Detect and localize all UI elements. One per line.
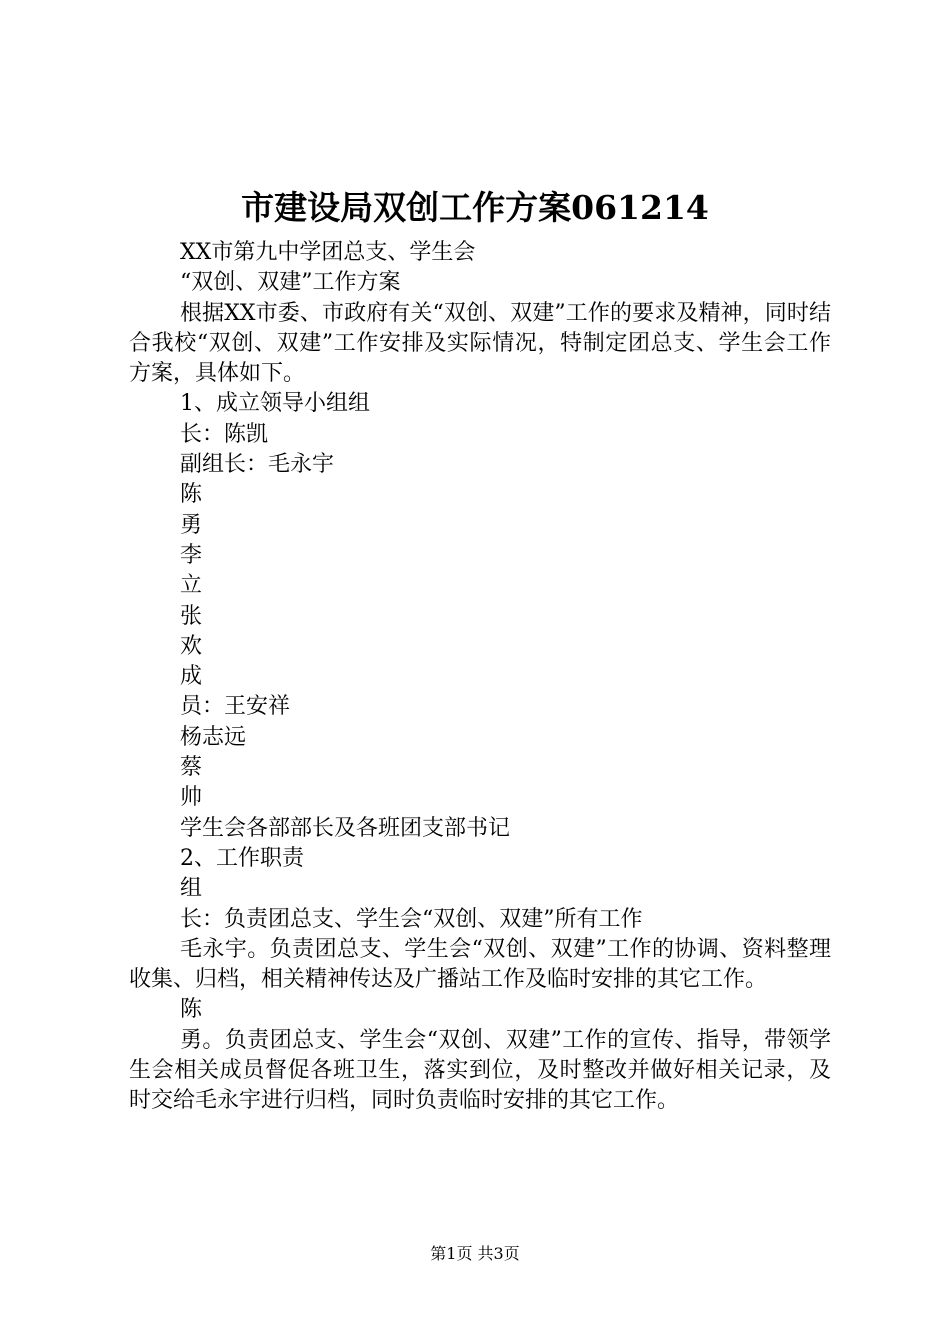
paragraph: 李 [180, 542, 203, 568]
paragraph: 学生会各部部长及各班团支部书记 [180, 815, 511, 841]
page-footer: 第1页 共3页 [430, 1244, 520, 1263]
paragraph: 长：陈凯 [180, 421, 269, 447]
paragraph: 副组长：毛永宇 [180, 452, 335, 478]
document-title: 市建设局双创工作方案061214 [241, 188, 709, 227]
paragraph: 勇 [180, 512, 203, 538]
paragraph: 欢 [180, 633, 203, 659]
paragraph: 1、成立领导小组组 [180, 391, 370, 417]
paragraph: 根据XX市委、市政府有关“双创、双建”工作的要求及精神，同时结合我校“双创、双建”工作安排及实际情况，特制定团总支、学生会工作方案，具体如下。 [129, 300, 831, 387]
paragraph: 张 [180, 603, 203, 629]
paragraph: 2、工作职责 [180, 845, 304, 871]
document-body [129, 238, 831, 1117]
paragraph: 毛永宇。负责团总支、学生会“双创、双建”工作的协调、资料整理收集、归档，相关精神传达及广播站工作及临时安排的其它工作。 [129, 936, 831, 993]
paragraph: 杨志远 [180, 724, 247, 750]
paragraph: 帅 [180, 785, 203, 811]
paragraph: 勇。负责团总支、学生会“双创、双建”工作的宣传、指导，带领学生会相关成员督促各班卫生，落实到位，及时整改并做好相关记录，及时交给毛永宇进行归档，同时负责临时安排的其它工作。 [129, 1027, 831, 1114]
paragraph: 蔡 [180, 755, 203, 781]
paragraph: XX市第九中学团总支、学生会 [180, 240, 476, 265]
paragraph: 陈 [180, 482, 203, 508]
paragraph: 组 [180, 876, 203, 902]
paragraph: 员：王安祥 [180, 694, 291, 720]
paragraph: 陈 [180, 997, 203, 1023]
paragraph: 立 [180, 573, 203, 599]
paragraph: “双创、双建”工作方案 [180, 270, 401, 296]
paragraph: 长：负责团总支、学生会“双创、双建”所有工作 [180, 906, 643, 932]
paragraph: 成 [180, 664, 203, 690]
